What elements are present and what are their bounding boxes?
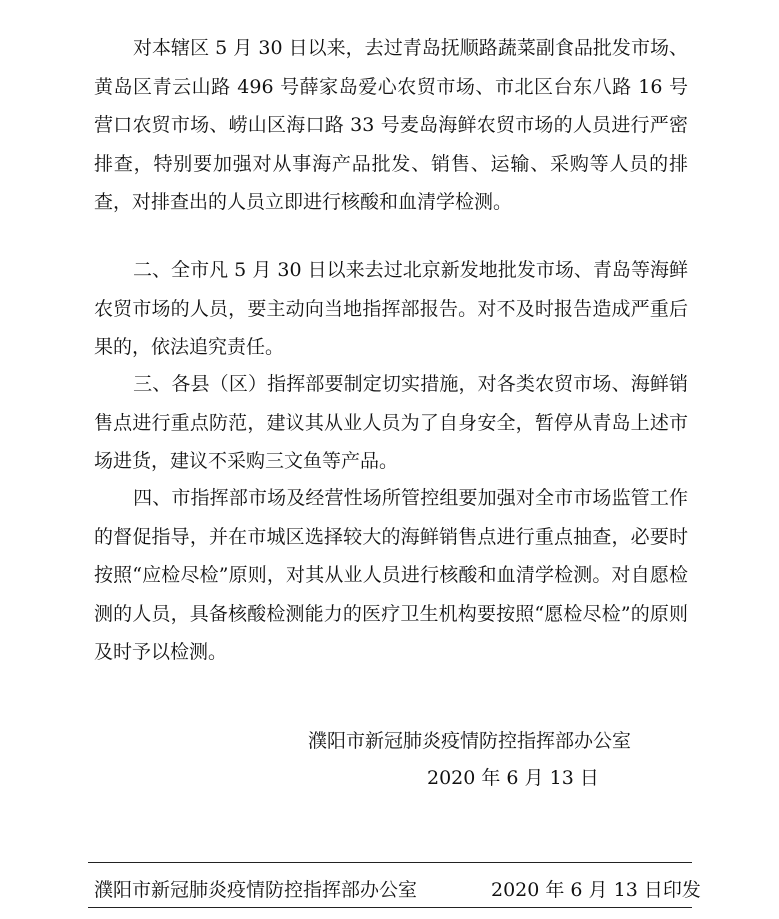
footer-issue-date: 2020 年 6 月 13 日印发 [491, 879, 701, 901]
signature-date: 2020 年 6 月 13 日 [427, 767, 599, 789]
paragraph-text: 对本辖区 5 月 30 日以来，去过青岛抚顺路蔬菜副食品批发市场、黄岛区青云山路 496 号薛家岛爱心农贸市场、市北区台东八路 16 号营口农贸市场、崂山区海口路 33 号麦岛海鲜农贸市场的人员进行严密排查，特别要加强对从事海产品批发、销售、运输、采购等人员的排查，对排查出的人员立即进行核酸和血清学检测。 [94, 37, 688, 213]
footer-issuing-office: 濮阳市新冠肺炎疫情防控指挥部办公室 [94, 879, 418, 901]
body-paragraph-1 [94, 29, 688, 222]
body-paragraph-4 [94, 479, 688, 672]
body-paragraph-3 [94, 365, 688, 481]
signature-organization: 濮阳市新冠肺炎疫情防控指挥部办公室 [308, 730, 632, 752]
body-paragraph-2 [94, 251, 688, 367]
footer-top-rule [88, 862, 692, 863]
paragraph-text: 二、全市凡 5 月 30 日以来去过北京新发地批发市场、青岛等海鲜农贸市场的人员，要主动向当地指挥部报告。对不及时报告造成严重后果的，依法追究责任。 [94, 259, 688, 358]
paragraph-text: 四、市指挥部市场及经营性场所管控组要加强对全市市场监管工作的督促指导，并在市城区选择较大的海鲜销售点进行重点抽查，必要时按照“应检尽检”原则，对其从业人员进行核酸和血清学检测。对自愿检测的人员，具备核酸检测能力的医疗卫生机构要按照“愿检尽检”的原则及时予以检测。 [94, 487, 688, 663]
footer-bottom-rule [88, 907, 692, 908]
paragraph-text: 三、各县（区）指挥部要制定切实措施，对各类农贸市场、海鲜销售点进行重点防范，建议其从业人员为了自身安全，暂停从青岛上述市场进货，建议不采购三文鱼等产品。 [94, 373, 688, 472]
